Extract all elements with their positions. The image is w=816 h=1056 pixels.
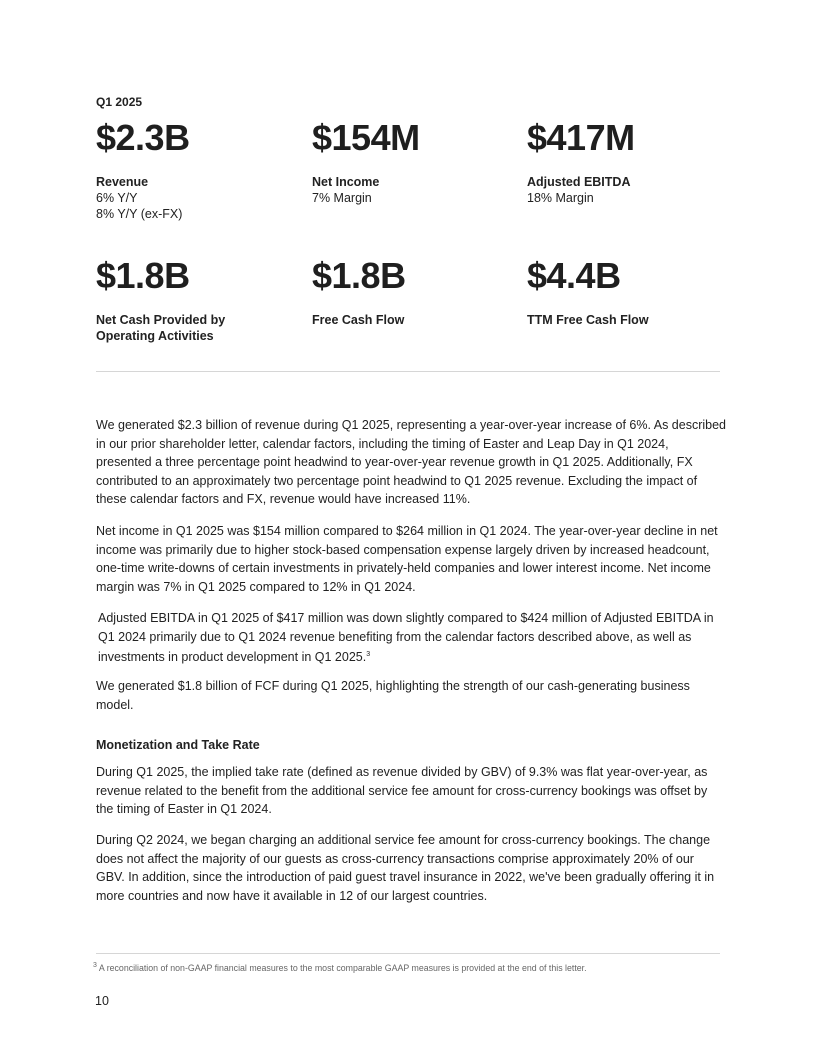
metric-value: $4.4B bbox=[527, 255, 621, 296]
footnote-marker: 3 bbox=[93, 962, 97, 969]
footnote-divider bbox=[96, 953, 720, 954]
metric-adjusted-ebitda bbox=[527, 118, 727, 206]
metric-value: $1.8B bbox=[312, 255, 406, 296]
metric-net-income bbox=[312, 118, 512, 206]
metric-sub: 18% Margin bbox=[527, 191, 594, 205]
fcf-paragraph: We generated $1.8 billion of FCF during Q1 2025, highlighting the strength of our cash-generating business model. bbox=[96, 679, 690, 712]
section-heading: Monetization and Take Rate bbox=[96, 738, 260, 752]
metric-label bbox=[96, 312, 296, 344]
footnote-text: A reconciliation of non-GAAP financial measures to the most comparable GAAP measures is provided at the end of this letter. bbox=[98, 962, 587, 973]
metric-label: Revenue bbox=[96, 175, 149, 189]
metric-label: Net Income bbox=[312, 175, 380, 189]
metric-label: Adjusted EBITDA bbox=[527, 175, 631, 189]
metric-value: $417M bbox=[527, 117, 635, 158]
metric-ttm-free-cash-flow bbox=[527, 256, 727, 328]
footnote-reference: 3 bbox=[366, 651, 371, 658]
ebitda-text: Adjusted EBITDA in Q1 2025 of $417 million was down slightly compared to $424 million of Adjusted EBITDA in Q1 2024 primarily due to Q1 2024 revenue benefiting from the calendar factors described above, as well as investments in product development in Q1 2025. bbox=[98, 611, 714, 665]
metric-sub: 8% Y/Y (ex-FX) bbox=[96, 207, 183, 221]
metric-operating-cash bbox=[96, 256, 296, 344]
footnote bbox=[93, 962, 587, 973]
period-label: Q1 2025 bbox=[96, 95, 143, 109]
service-fee-paragraph: During Q2 2024, we began charging an additional service fee amount for cross-currency bookings. The change does not affect the majority of our guests as cross-currency transactions comprise approximately 20% of our GBV. In addition, since the introduction of paid guest travel insurance in 2022, we've been gradually offering it in more countries and now have it available in 12 of our largest countries. bbox=[96, 833, 715, 903]
take-rate-paragraph: During Q1 2025, the implied take rate (defined as revenue divided by GBV) of 9.3% was flat year-over-year, as revenue related to the benefit from the additional service fee amount for cross-currency bookings was offset by the timing of Easter in Q1 2024. bbox=[96, 765, 708, 816]
metric-label-line: Net Cash Provided by bbox=[96, 313, 226, 327]
metric-sub: 6% Y/Y bbox=[96, 191, 138, 205]
net-income-paragraph: Net income in Q1 2025 was $154 million compared to $264 million in Q1 2024. The year-over-year decline in net income was primarily due to higher stock-based compensation expense largely driven by increased headcount, one-time write-downs of certain investments in privately-held companies and lower interest income. Net income margin was 7% in Q1 2025 compared to 12% in Q1 2024. bbox=[96, 524, 718, 594]
metric-label: TTM Free Cash Flow bbox=[527, 313, 649, 327]
revenue-paragraph: We generated $2.3 billion of revenue during Q1 2025, representing a year-over-year increase of 6%. As described in our prior shareholder letter, calendar factors, including the timing of Easter and Leap Day in Q1 2024, presented a three percentage point headwind to year-over-year revenue growth in Q1 2025. Additionally, FX contributed to an approximately two percentage point headwind to Q1 2025 revenue. Excluding the impact of these calendar factors and FX, revenue would have increased 11%. bbox=[96, 418, 727, 506]
ebitda-paragraph bbox=[98, 609, 728, 667]
metric-label-line: Operating Activities bbox=[96, 329, 214, 343]
metric-revenue bbox=[96, 118, 296, 222]
metric-value: $1.8B bbox=[96, 255, 190, 296]
section-divider bbox=[96, 371, 720, 372]
metric-sub: 7% Margin bbox=[312, 191, 372, 205]
metric-free-cash-flow bbox=[312, 256, 512, 328]
metric-value: $154M bbox=[312, 117, 420, 158]
metric-value: $2.3B bbox=[96, 117, 190, 158]
metric-label: Free Cash Flow bbox=[312, 313, 405, 327]
page-number: 10 bbox=[95, 994, 109, 1008]
